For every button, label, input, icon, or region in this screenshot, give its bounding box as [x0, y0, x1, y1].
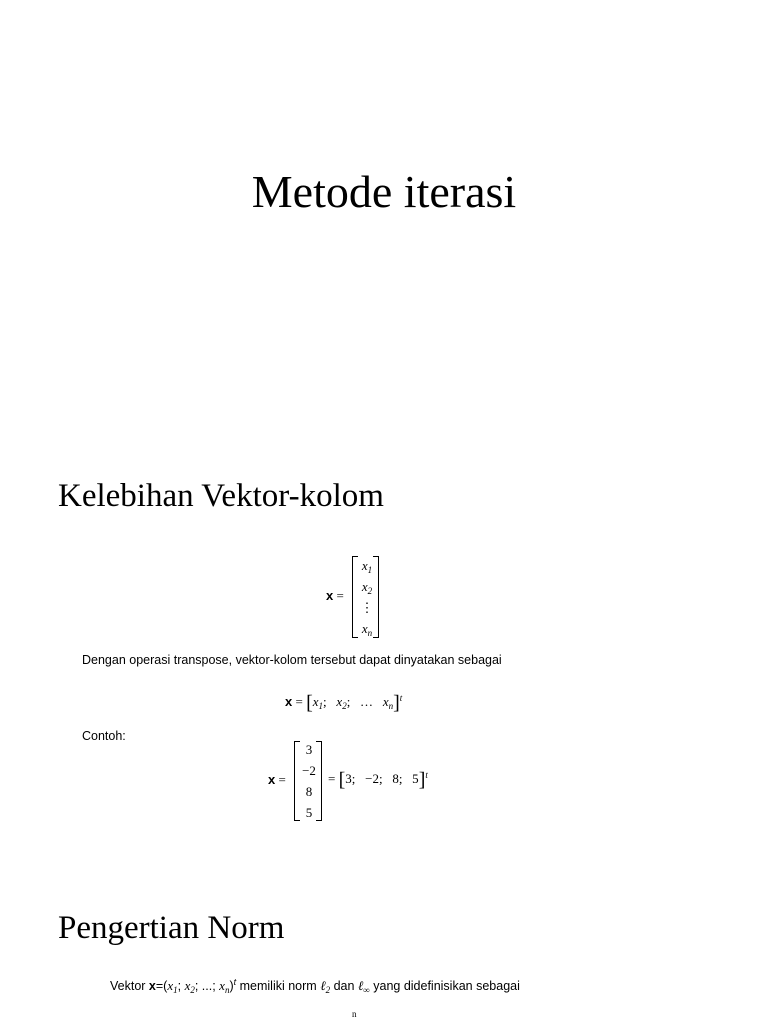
- equation-example-lhs: x =: [268, 772, 286, 787]
- norm-formula-partial: n: [352, 1009, 357, 1019]
- example-column-entries: 3 −2 8 5: [302, 742, 316, 820]
- right-bracket: [373, 556, 379, 638]
- example-label: Contoh:: [82, 729, 126, 743]
- slide-title: Metode iterasi: [251, 166, 517, 217]
- equation-row-vector: $x = [x_1$; $x_2$; … $x_n]^t$: [285, 692, 403, 714]
- section-heading-norm: Pengertian Norm: [58, 910, 285, 946]
- section-heading-vektor-kolom: Kelebihan Vektor-kolom: [58, 478, 384, 514]
- equation-column-vector: x =: [326, 588, 344, 603]
- paragraph-transpose: Dengan operasi transpose, vektor-kolom tersebut dapat dinyatakan sebagai: [82, 653, 502, 667]
- paragraph-norm: Vektor $x=(x_1$; $x_2$; ...; $x_n)^t$ memiliki norm ℓ$_2$ dan ℓ$_\infty$ yang didefinisikan sebagai: [110, 977, 520, 995]
- equation-example-rhs: = [3; −2; 8; 5]$^t$: [328, 769, 428, 791]
- column-vector-entries: $x_1$ $x_2$ ⋮ $x_n$: [360, 558, 374, 638]
- example-right-bracket: [316, 741, 322, 821]
